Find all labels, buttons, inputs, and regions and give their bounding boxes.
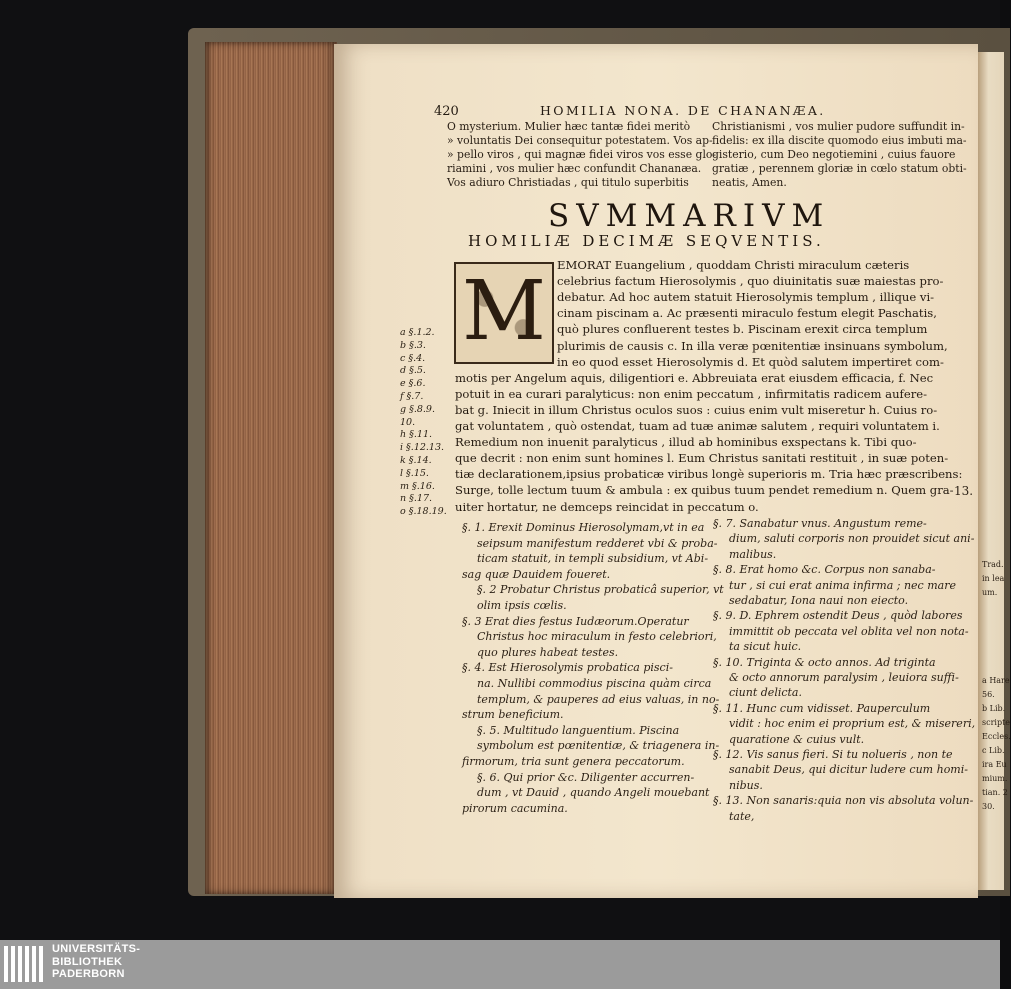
margin-reference: e §.6. — [400, 378, 426, 390]
running-head: HOMILIA NONA. DE CHANANÆA. — [540, 103, 826, 118]
library-name-line1: UNIVERSITÄTS- — [52, 943, 141, 955]
sliver-margin-note: a Hare — [982, 676, 1010, 685]
text-line: Christianismi , vos mulier pudore suffundit in- — [712, 120, 965, 133]
text-line: riamini , vos mulier hæc confundit Chananæa. — [447, 162, 702, 175]
margin-reference: c §.4. — [400, 352, 426, 364]
section-entry: Christus hoc miraculum in festo celebriori, — [477, 630, 717, 644]
text-line: » voluntatis Dei consequitur potestatem. Vos ap- — [447, 134, 713, 147]
section-entry: olim ipsis cœlis. — [477, 599, 567, 612]
margin-reference: g §.8.9. — [400, 403, 435, 415]
section-entry: strum beneficium. — [462, 708, 564, 722]
page-number: 420 — [434, 104, 459, 119]
section-entry: §. 12. Vis sanus fieri. Si tu nolueris , non te — [713, 748, 953, 761]
summary-line: potuit in ea curari paralyticus: non enim peccatum , infirmitatis radicem aufere- — [455, 386, 928, 401]
section-entry: §. 8. Erat homo &c. Corpus non sanaba- — [713, 563, 936, 577]
library-footer — [0, 940, 1000, 989]
page-edges — [205, 42, 337, 894]
section-entry: §. 10. Triginta & octo annos. Ad triginta — [713, 655, 936, 669]
preceding-text-left-column — [447, 120, 716, 190]
decorated-initial — [454, 262, 554, 364]
text-line: Vos adiuro Christiadas , qui titulo superbitis — [447, 176, 689, 189]
sliver-margin-note: 56. — [982, 690, 995, 699]
section-entry: ta sicut huic. — [729, 640, 802, 654]
section-entry: seipsum manifestum redderet vbi & proba- — [477, 536, 718, 550]
section-entry: na. Nullibi commodius piscina quàm circa — [477, 677, 712, 690]
sliver-margin-note: um. — [982, 588, 998, 597]
section-entry: quo plures habeat testes. — [477, 645, 619, 659]
text-line: gratiæ , perennem gloriæ in cœlo statum obti- — [712, 162, 967, 175]
sliver-margin-note: in lea — [982, 574, 1005, 583]
sliver-margin-note: tian. 2 — [982, 788, 1008, 797]
library-logo-icon — [4, 946, 44, 982]
text-line: gisterio, cum Deo negotiemini , cuius fauore — [712, 148, 956, 161]
margin-reference: 10. — [400, 416, 416, 428]
sliver-margin-note: mium. — [982, 774, 1008, 783]
summary-line: Surge, tolle lectum tuum & ambula : ex quibus tuum pendet remedium n. Quem gra- — [455, 483, 954, 498]
section-entry: §. 3 Erat dies festus Iudæorum.Operatur — [462, 614, 689, 628]
section-entry: malibus. — [729, 547, 777, 561]
sliver-margin-note: Trad. — [982, 560, 1004, 569]
summary-line: uiter hortatur, ne demceps reincidat in peccatum o. — [455, 499, 759, 514]
margin-reference: h §.11. — [400, 429, 433, 441]
library-name — [52, 943, 140, 981]
summary-line: celebrius factum Hierosolymis , quo diuinitatis suæ maiestas pro- — [557, 274, 944, 289]
section-entry: §. 13. Non sanaris:quia non vis absoluta volun- — [713, 794, 974, 808]
summary-line: EMORAT Euangelium , quoddam Christi miraculum cæteris — [557, 258, 910, 272]
summary-line: tiæ declarationem,ipsius probaticæ viribus longè superioris m. Tria hæc præscribens: — [455, 467, 963, 482]
section-entry: nibus. — [729, 778, 763, 792]
summary-subtitle: HOMILIÆ DECIMÆ SEQVENTIS. — [468, 232, 825, 250]
summary-line: debatur. Ad hoc autem statuit Hierosolymis templum , illique vi- — [557, 290, 935, 305]
margin-reference: m §.16. — [400, 480, 435, 492]
summary-line: in eo quod esset Hierosolymis d. Et quòd salutem impertiret com- — [557, 354, 944, 369]
margin-reference: n §.17. — [400, 493, 433, 505]
section-entry: tur , si cui erat anima infirma ; nec mare — [729, 578, 956, 592]
text-line: » pello viros , qui magnæ fidei viros vos esse glo- — [447, 148, 717, 161]
text-line: fidelis: ex illa discite quomodo eius imbuti ma- — [712, 134, 967, 147]
sliver-margin-note: Eccles. — [982, 732, 1011, 741]
section-entry: quaratione & cuius vult. — [729, 732, 865, 746]
sliver-margin-note: b Lib. — [982, 704, 1006, 713]
section-entry: sanabit Deus, qui dicitur ludere cum homi- — [729, 763, 968, 777]
sliver-margin-note: 30. — [982, 802, 995, 811]
right-margin-mark: 13. — [954, 484, 974, 498]
section-entry: §. 7. Sanabatur vnus. Angustum reme- — [713, 517, 927, 530]
section-entry: immittit ob peccata vel oblita vel non nota- — [729, 624, 969, 638]
summary-line: quò plures confluerent testes b. Piscinam erexit circa templum — [557, 322, 928, 337]
library-name-line3: PADERBORN — [52, 968, 125, 980]
library-name-line2: BIBLIOTHEK — [52, 955, 123, 968]
initial-letter: M — [462, 264, 546, 359]
text-line: O mysterium. Mulier hæc tantæ fidei meritò — [447, 120, 691, 133]
summary-line: plurimis de causis c. In illa veræ pœnitentiæ insinuans symbolum, — [557, 338, 948, 353]
section-entry: sag quæ Dauidem foueret. — [462, 567, 611, 581]
sliver-margin-note: scripte — [982, 718, 1011, 727]
summary-line: bat g. Iniecit in illum Christus oculos suos : cuius enim vult miseretur h. Cuius ro- — [455, 402, 938, 417]
summary-title: SVMMARIVM — [548, 198, 831, 234]
section-entry: templum, & pauperes ad eius valuas, in no- — [477, 692, 720, 706]
summary-line: cinam piscinam a. Ac præsenti miraculo festum elegit Paschatis, — [557, 306, 937, 321]
summary-line: motis per Angelum aquis, diligentiori e. Abbreuiata erat eiusdem efficacia, f. Nec — [455, 370, 934, 385]
section-entry: dum , vt Dauid , quando Angeli mouebant — [477, 786, 710, 800]
margin-reference: i §.12.13. — [400, 442, 445, 454]
section-entry: tate, — [729, 809, 755, 823]
section-entry: vidit : hoc enim ei proprium est, & misereri, — [729, 717, 976, 731]
preceding-text-right-column — [712, 120, 967, 190]
section-entry: §. 4. Est Hierosolymis probatica pisci- — [462, 661, 673, 675]
section-entry: §. 1. Erexit Dominus Hierosolymam,vt in ea — [462, 521, 705, 534]
section-entry: §. 11. Hunc cum vidisset. Pauperculum — [713, 701, 931, 715]
margin-reference: f §.7. — [400, 391, 424, 402]
sliver-margin-note: c Lib. — [982, 746, 1005, 755]
section-entry: dium, saluti corporis non prouidet sicut ani- — [729, 532, 975, 546]
margin-reference: k §.14. — [400, 455, 432, 466]
section-entry: ciunt delicta. — [729, 686, 802, 700]
section-entry: ticam statuit, in templi subsidium, vt Abi- — [477, 552, 709, 566]
summary-line: Remedium non inuenit paralyticus , illud ab hominibus exspectans k. Tibi quo- — [455, 435, 917, 450]
section-entry: §. 5. Multitudo languentium. Piscina — [477, 723, 680, 737]
section-entry: firmorum, tria sunt genera peccatorum. — [462, 755, 685, 768]
summary-line: que decrit : non enim sunt homines l. Eum Christus sanitati restituit , in suæ poten- — [455, 451, 949, 466]
margin-reference: a §.1.2. — [400, 327, 435, 338]
section-entry: §. 2 Probatur Christus probaticâ superior, vt — [477, 583, 724, 597]
margin-reference: d §.5. — [400, 365, 426, 377]
section-entry: symbolum est pœnitentiæ, & triagenera in- — [477, 739, 720, 753]
section-entry: §. 6. Qui prior &c. Diligenter accurren- — [477, 770, 695, 784]
section-entry: sedabatur, Iona naui non eiecto. — [729, 594, 909, 607]
margin-reference: l §.15. — [400, 467, 429, 479]
summary-line: gat voluntatem , quò ostendat, tuam ad tuæ animæ salutem , requiri voluntatem i. — [455, 419, 940, 433]
text-line: neatis, Amen. — [712, 176, 787, 189]
sliver-margin-note: ira Eu — [982, 760, 1007, 769]
section-entry: & octo annorum paralysim , leuiora suffi- — [729, 671, 959, 684]
margin-reference: b §.3. — [400, 339, 426, 351]
margin-reference: o §.18.19. — [400, 506, 447, 518]
section-entry: pirorum cacumina. — [462, 801, 568, 815]
section-entry: §. 9. D. Ephrem ostendit Deus , quòd labores — [713, 609, 963, 623]
